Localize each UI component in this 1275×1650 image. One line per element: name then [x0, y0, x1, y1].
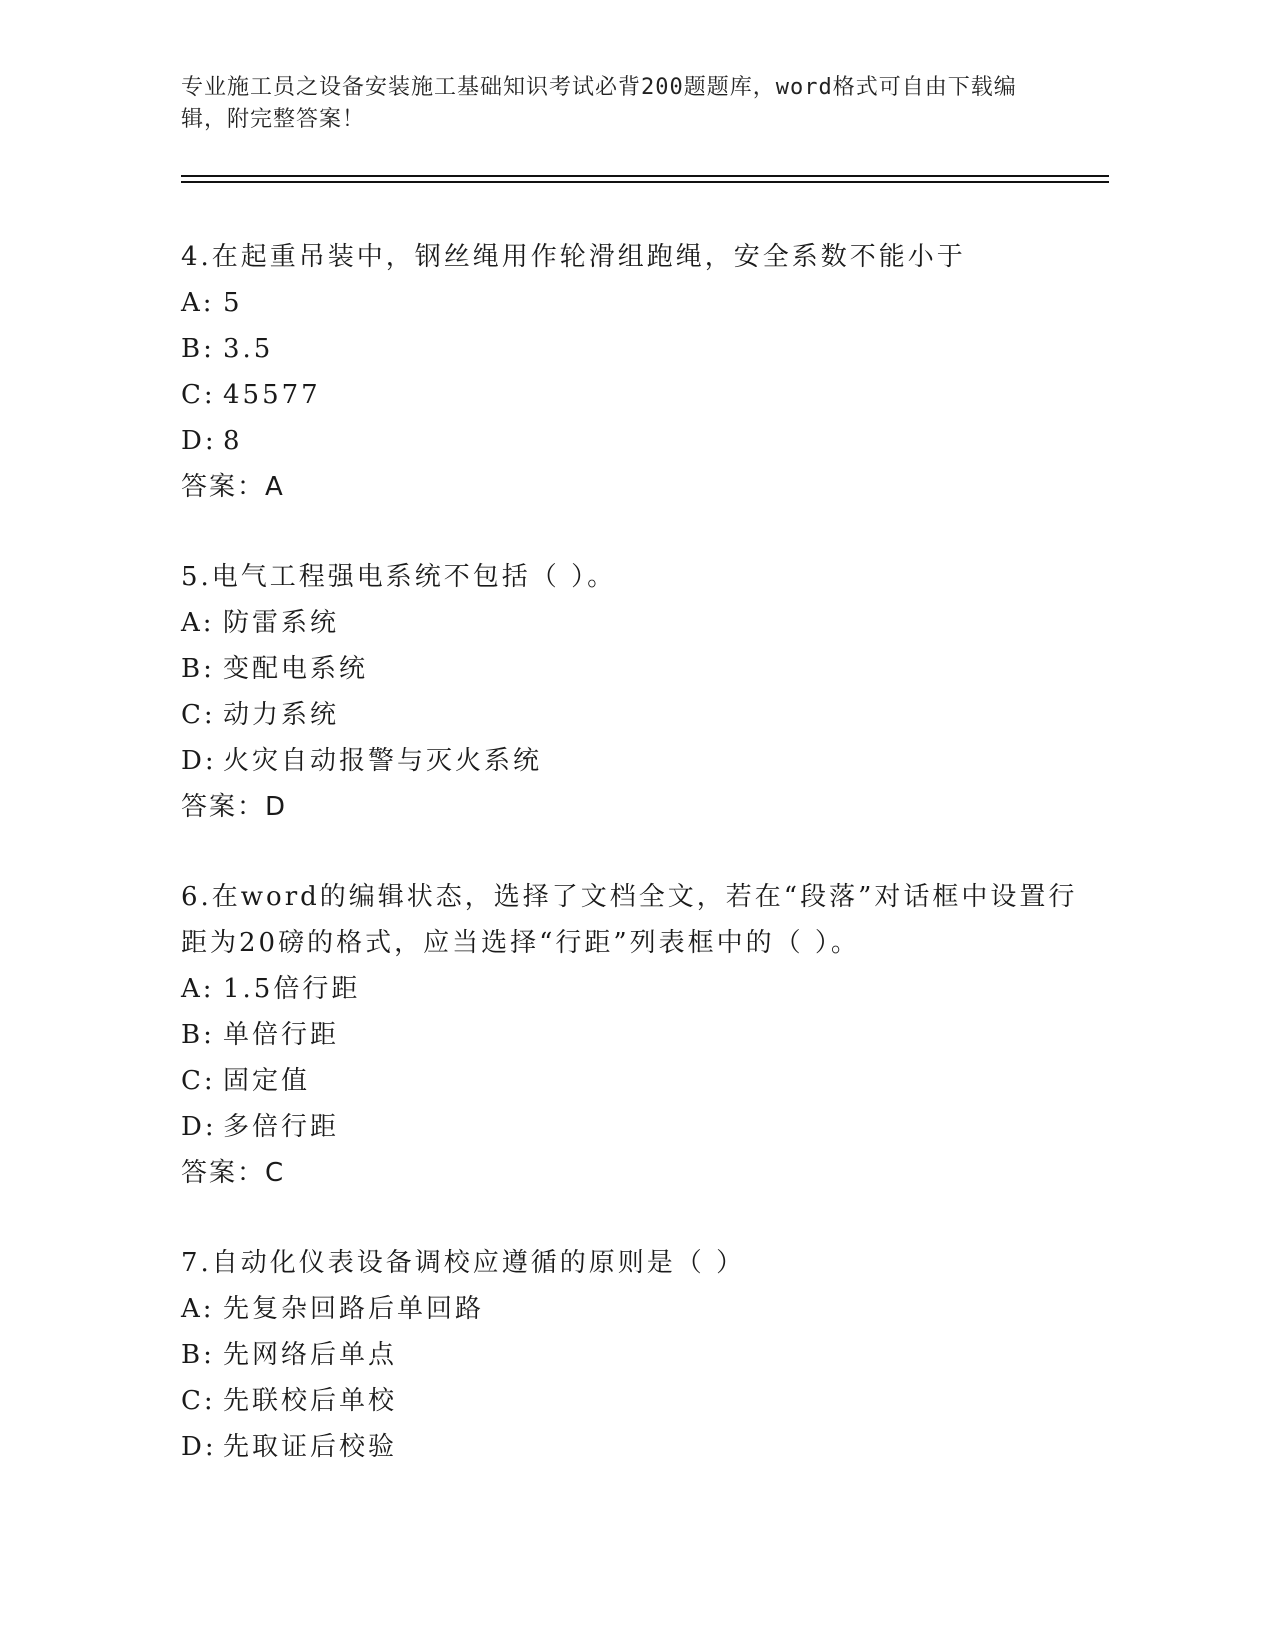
option-b: [181, 326, 1081, 372]
question-5: [181, 554, 1081, 830]
header-divider-bottom: [181, 181, 1109, 183]
option-text: 先网络后单点: [223, 1340, 398, 1370]
option-text: 1.5倍行距: [223, 974, 361, 1004]
answer-line: 答案：C: [181, 1158, 286, 1188]
answer-line: 答案：A: [181, 472, 285, 502]
option-letter: A:: [181, 288, 215, 318]
option-text: 3.5: [223, 334, 274, 364]
option-d: [181, 418, 1081, 464]
option-text: 先复杂回路后单回路: [223, 1294, 485, 1324]
option-text: 多倍行距: [223, 1112, 340, 1142]
option-d: [181, 738, 1081, 784]
option-letter: A:: [181, 1294, 215, 1324]
option-letter: B:: [181, 1340, 215, 1370]
option-text: 火灾自动报警与灭火系统: [223, 746, 543, 776]
option-letter: A:: [181, 974, 215, 1004]
document-header: 专业施工员之设备安装施工基础知识考试必背200题题库，word格式可自由下载编辑，附完整答案！: [181, 75, 1017, 132]
option-letter: C:: [181, 1386, 216, 1416]
option-letter: B:: [181, 1020, 215, 1050]
option-text: 5: [223, 288, 243, 318]
option-letter: C:: [181, 1066, 216, 1096]
question-4: [181, 234, 1081, 510]
question-stem: 5.电气工程强电系统不包括（ ）。: [181, 562, 617, 592]
option-text: 动力系统: [223, 700, 340, 730]
question-stem: 6.在word的编辑状态，选择了文档全文，若在“段落”对话框中设置行距为20磅的格式，应当选择“行距”列表框中的（ ）。: [181, 882, 1078, 958]
option-a: [181, 600, 1081, 646]
option-letter: C:: [181, 380, 216, 410]
option-c: [181, 692, 1081, 738]
option-b: [181, 1012, 1081, 1058]
option-text: 先联校后单校: [223, 1386, 398, 1416]
option-letter: A:: [181, 608, 215, 638]
answer-line: 答案：D: [181, 792, 288, 822]
question-stem: 4.在起重吊装中，钢丝绳用作轮滑组跑绳，安全系数不能小于: [181, 242, 966, 272]
option-text: 先取证后校验: [223, 1432, 398, 1462]
option-d: [181, 1424, 1081, 1470]
option-letter: B:: [181, 654, 215, 684]
option-text: 45577: [223, 380, 321, 410]
option-letter: D:: [181, 1112, 217, 1142]
option-a: [181, 966, 1081, 1012]
option-text: 8: [223, 426, 243, 456]
option-c: [181, 372, 1081, 418]
option-letter: D:: [181, 746, 217, 776]
option-letter: B:: [181, 334, 215, 364]
question-7: [181, 1240, 1081, 1470]
question-stem: 7.自动化仪表设备调校应遵循的原则是（ ）: [181, 1248, 746, 1278]
header-divider-top: [181, 175, 1109, 177]
option-d: [181, 1104, 1081, 1150]
option-letter: D:: [181, 426, 217, 456]
option-c: [181, 1378, 1081, 1424]
option-letter: C:: [181, 700, 216, 730]
option-b: [181, 1332, 1081, 1378]
option-b: [181, 646, 1081, 692]
option-text: 固定值: [223, 1066, 311, 1096]
option-text: 单倍行距: [223, 1020, 340, 1050]
option-text: 防雷系统: [223, 608, 340, 638]
option-a: [181, 280, 1081, 326]
question-6: [181, 874, 1081, 1196]
option-text: 变配电系统: [223, 654, 369, 684]
option-letter: D:: [181, 1432, 217, 1462]
option-a: [181, 1286, 1081, 1332]
option-c: [181, 1058, 1081, 1104]
